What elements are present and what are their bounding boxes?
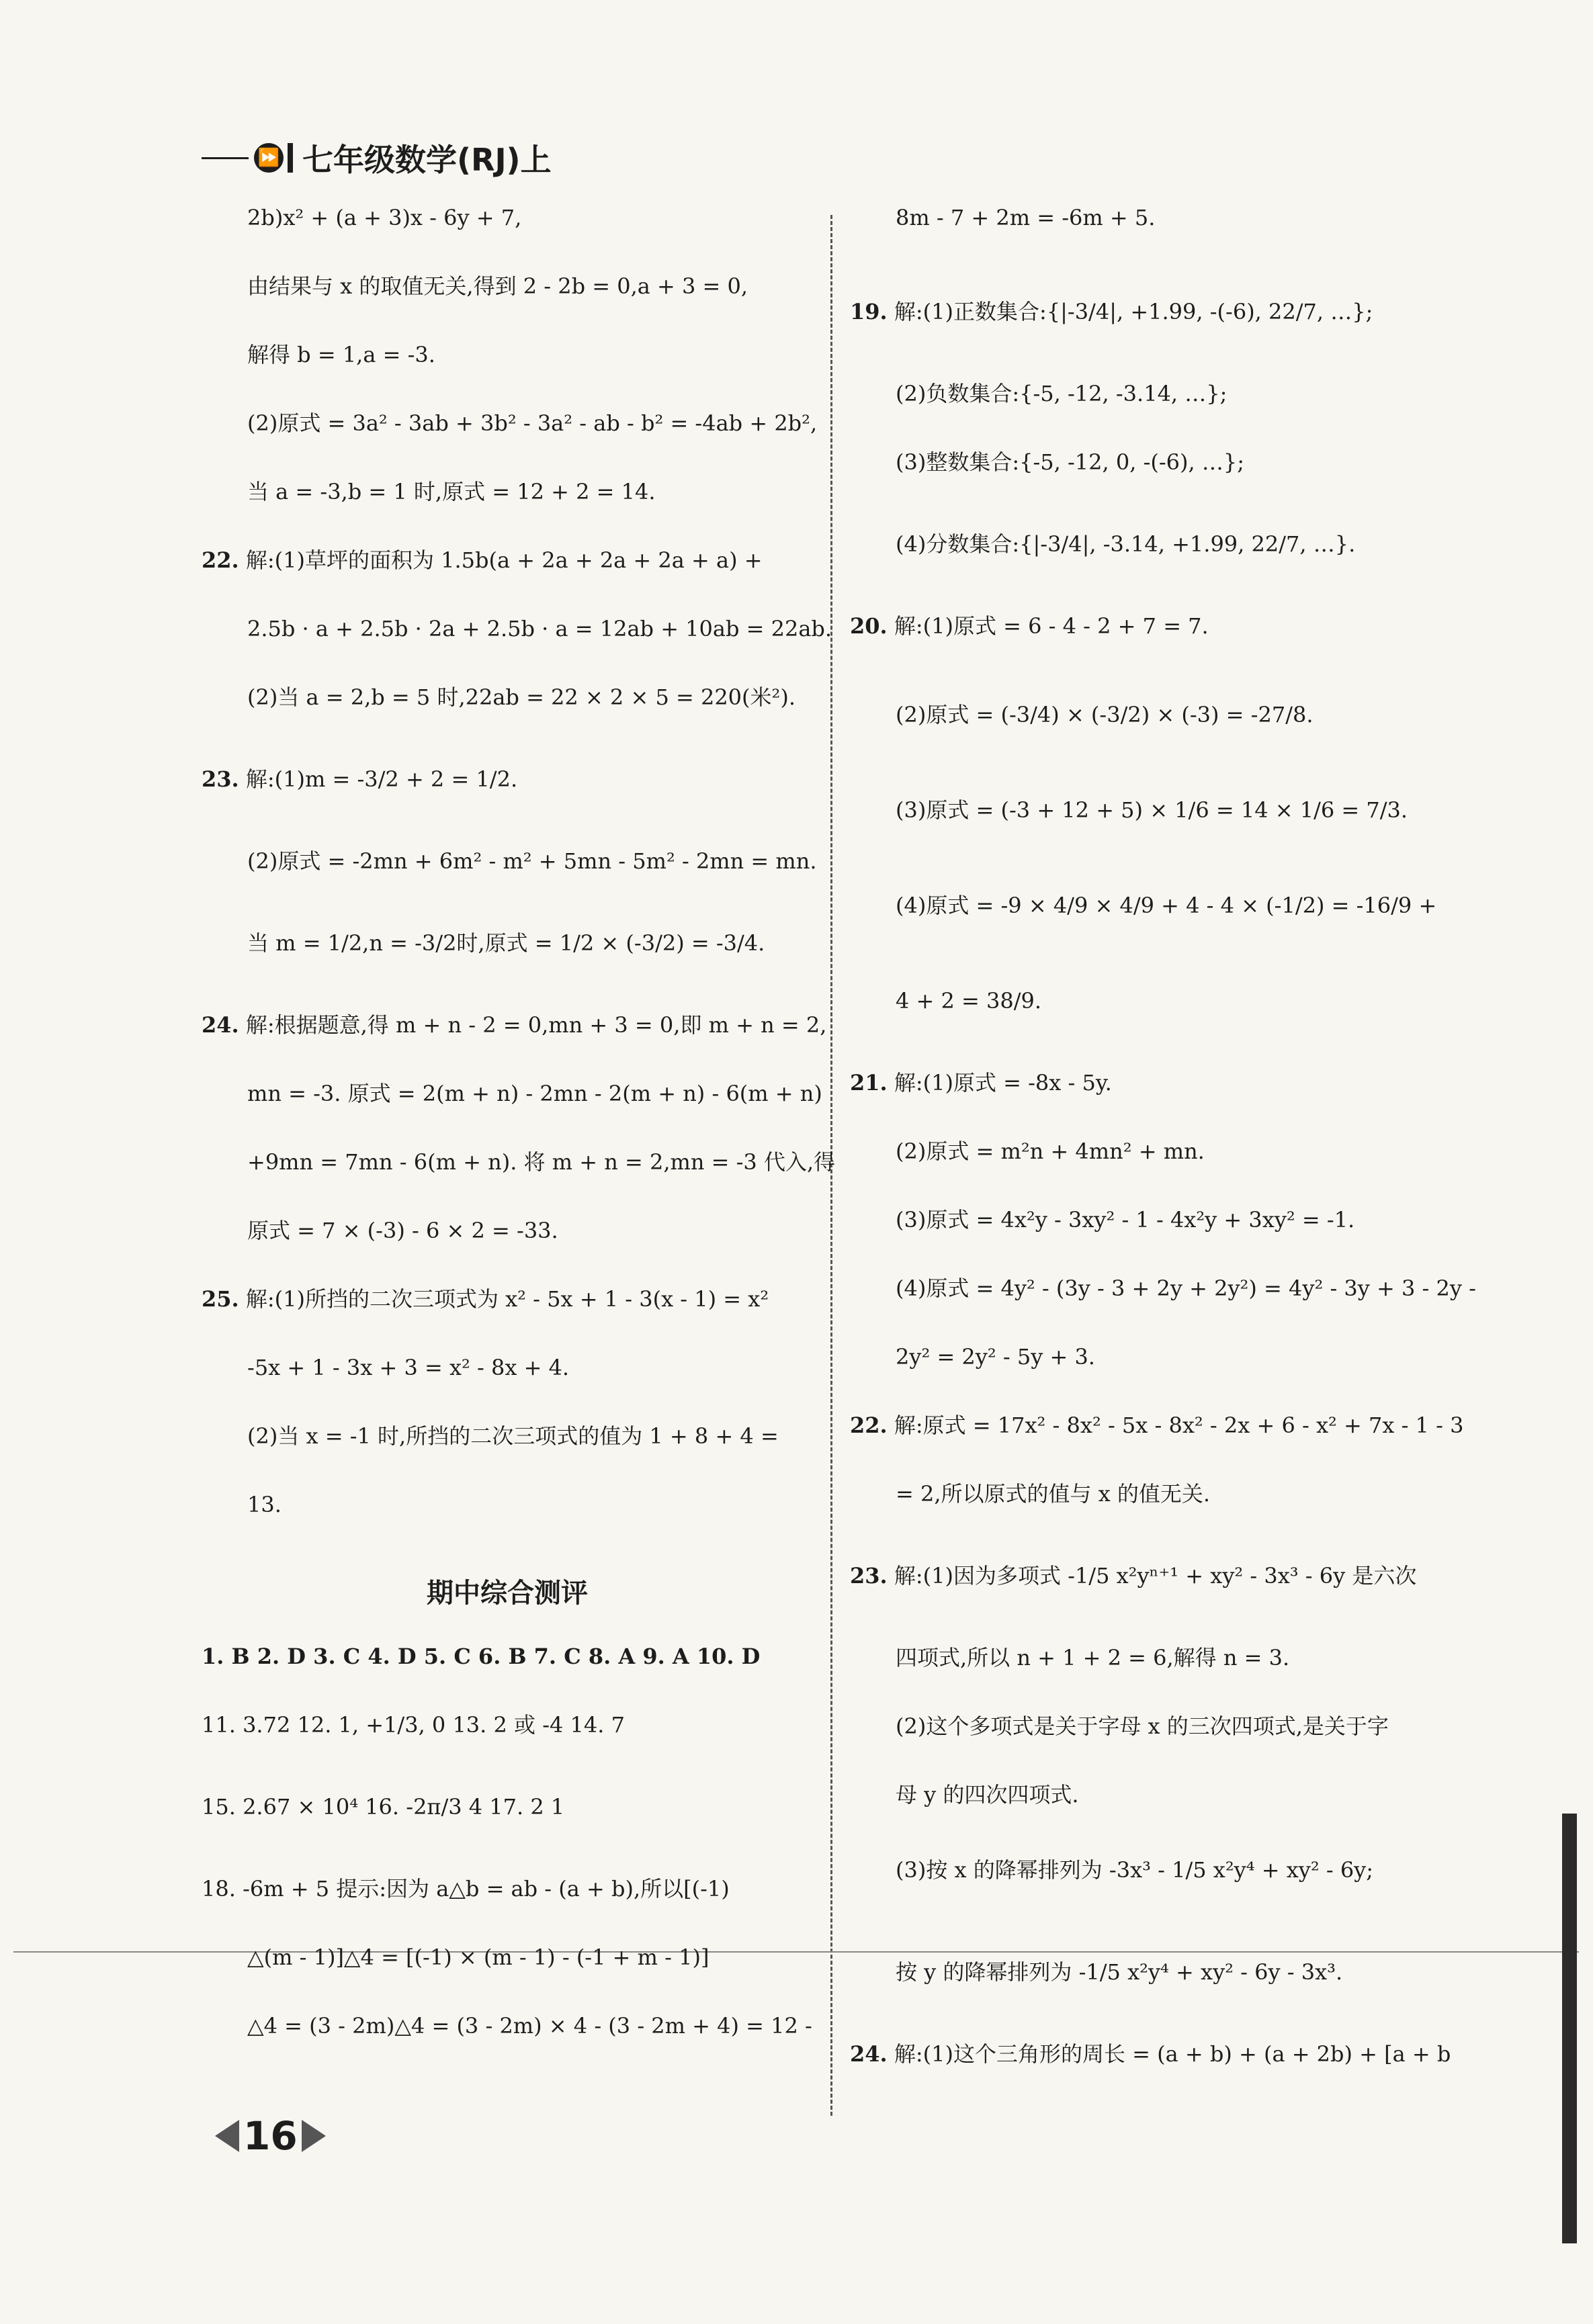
answer-text: 解得 b = 1,a = -3. bbox=[247, 342, 435, 367]
answer-text: (2)当 a = 2,b = 5 时,22ab = 22 × 2 × 5 = 220(米²). bbox=[247, 684, 796, 710]
answer-text: 解:(1)这个三角形的周长 = (a + b) + (a + 2b) + [a + b bbox=[887, 2041, 1451, 2067]
answer-text: 1. B 2. D 3. C 4. D 5. C 6. B 7. C 8. A 9. A 10. D bbox=[202, 1644, 761, 1669]
answer-text: (3)整数集合:{-5, -12, 0, -(-6), …}; bbox=[896, 449, 1245, 475]
answer-text: 解:根据题意,得 m + n - 2 = 0,mn + 3 = 0,即 m + n = 2, bbox=[239, 1012, 827, 1038]
answer-line bbox=[202, 476, 656, 508]
answer-line bbox=[202, 927, 765, 959]
answer-text: (2)负数集合:{-5, -12, -3.14, …}; bbox=[896, 381, 1228, 406]
answer-text: (4)原式 = -9 × 4/9 × 4/9 + 4 - 4 × (-1/2) = -16/9 + bbox=[896, 893, 1437, 918]
answer-line bbox=[202, 1146, 835, 1178]
answer-text: 解:(1)因为多项式 -1/5 x²yⁿ⁺¹ + xy² - 3x³ - 6y 是六次 bbox=[887, 1563, 1417, 1589]
answer-line bbox=[850, 528, 1355, 560]
answer-text: (2)原式 = m²n + 4mn² + mn. bbox=[896, 1138, 1205, 1164]
answer-line bbox=[202, 845, 817, 877]
answer-line bbox=[850, 296, 1373, 328]
answer-text: (2)原式 = -2mn + 6m² - m² + 5mn - 5m² - 2mn = mn. bbox=[247, 848, 817, 874]
answer-line bbox=[850, 699, 1314, 731]
answer-line bbox=[202, 2010, 812, 2042]
question-number: 21. bbox=[850, 1070, 888, 1096]
answer-line bbox=[202, 613, 832, 645]
answer-text: (2)原式 = (-3/4) × (-3/2) × (-3) = -27/8. bbox=[896, 702, 1314, 727]
answer-line bbox=[850, 202, 1155, 234]
answer-text: 当 a = -3,b = 1 时,原式 = 12 + 2 = 14. bbox=[247, 479, 656, 504]
header-bar bbox=[288, 143, 293, 173]
answer-line bbox=[202, 1873, 730, 1905]
header-rule bbox=[202, 157, 249, 159]
answer-text: 13. bbox=[247, 1492, 282, 1517]
fast-forward-icon: ⏩ bbox=[254, 143, 284, 173]
answer-text: (2)这个多项式是关于字母 x 的三次四项式,是关于字 bbox=[896, 1713, 1389, 1739]
answer-text: 15. 2.67 × 10⁴ 16. -2π/3 4 17. 2 1 bbox=[202, 1794, 565, 1820]
answer-text: +9mn = 7mn - 6(m + n). 将 m + n = 2,mn = -3 代入,得 bbox=[247, 1149, 836, 1175]
answer-line bbox=[202, 202, 521, 234]
answer-line bbox=[850, 1067, 1112, 1099]
answer-line bbox=[202, 270, 748, 302]
question-number: 22. bbox=[202, 547, 239, 573]
book-title: 七年级数学(RJ)上 bbox=[302, 142, 552, 178]
answer-line bbox=[850, 889, 1436, 922]
answer-text: 当 m = 1/2,n = -3/2时,原式 = 1/2 × (-3/2) = -3/4. bbox=[247, 930, 765, 956]
answer-line bbox=[850, 1710, 1389, 1742]
answer-line bbox=[850, 1135, 1205, 1167]
answer-text: (2)当 x = -1 时,所挡的二次三项式的值为 1 + 8 + 4 = bbox=[247, 1423, 779, 1449]
answer-text: 18. -6m + 5 提示:因为 a△b = ab - (a + b),所以[(-1) bbox=[202, 1876, 730, 1902]
answer-line bbox=[850, 1272, 1476, 1304]
answer-text: 解:(1)正数集合:{|-3/4|, +1.99, -(-6), 22/7, …}; bbox=[887, 299, 1373, 324]
answer-text: (2)原式 = 3a² - 3ab + 3b² - 3a² - ab - b² = -4ab + 2b², bbox=[247, 410, 818, 436]
question-number: 22. bbox=[850, 1413, 888, 1438]
answer-line bbox=[850, 1854, 1373, 1886]
answer-line bbox=[202, 1640, 760, 1672]
answer-line bbox=[850, 1642, 1289, 1674]
page-header bbox=[202, 138, 552, 178]
question-number: 24. bbox=[202, 1012, 239, 1038]
answer-text: -5x + 1 - 3x + 3 = x² - 8x + 4. bbox=[247, 1355, 570, 1380]
answer-line bbox=[202, 339, 435, 371]
answer-text: 8m - 7 + 2m = -6m + 5. bbox=[896, 205, 1156, 230]
page-edge-shadow bbox=[1562, 1814, 1577, 2243]
page-number-block bbox=[215, 2112, 326, 2159]
answer-text: (4)分数集合:{|-3/4|, -3.14, +1.99, 22/7, …}. bbox=[896, 531, 1356, 557]
answer-line bbox=[202, 1214, 558, 1247]
answer-text: 2.5b · a + 2.5b · 2a + 2.5b · a = 12ab + 10ab = 22ab. bbox=[247, 616, 832, 641]
answer-line bbox=[850, 2038, 1451, 2070]
question-number: 23. bbox=[202, 766, 239, 792]
answer-text: 由结果与 x 的取值无关,得到 2 - 2b = 0,a + 3 = 0, bbox=[247, 273, 748, 299]
answer-line bbox=[850, 1560, 1416, 1592]
answer-text: mn = -3. 原式 = 2(m + n) - 2mn - 2(m + n) - 6(m + n) bbox=[247, 1081, 822, 1106]
answer-line bbox=[202, 1709, 625, 1741]
answer-text: △4 = (3 - 2m)△4 = (3 - 2m) × 4 - (3 - 2m + 4) = 12 - bbox=[247, 2013, 812, 2039]
answer-text: 原式 = 7 × (-3) - 6 × 2 = -33. bbox=[247, 1218, 558, 1243]
answer-line bbox=[202, 681, 795, 713]
question-number: 25. bbox=[202, 1286, 239, 1312]
answer-text: 按 y 的降幂排列为 -1/5 x²y⁴ + xy² - 6y - 3x³. bbox=[896, 1959, 1343, 1985]
answer-text: 4 + 2 = 38/9. bbox=[896, 988, 1042, 1014]
answer-text: 解:(1)草坪的面积为 1.5b(a + 2a + 2a + 2a + a) + bbox=[239, 547, 763, 573]
question-number: 24. bbox=[850, 2041, 888, 2067]
right-arrow-icon bbox=[302, 2120, 326, 2152]
question-number: 19. bbox=[850, 299, 888, 324]
section-title: 期中综合测评 bbox=[427, 1578, 588, 1609]
answer-text: 2b)x² + (a + 3)x - 6y + 7, bbox=[247, 205, 522, 230]
answer-line bbox=[202, 407, 817, 439]
answer-text: 解:(1)所挡的二次三项式为 x² - 5x + 1 - 3(x - 1) = x² bbox=[239, 1286, 769, 1312]
answer-line bbox=[850, 1779, 1079, 1811]
answer-line bbox=[202, 1077, 822, 1110]
answer-line bbox=[202, 1941, 709, 1973]
answer-text: △(m - 1)]△4 = [(-1) × (m - 1) - (-1 + m - 1)] bbox=[247, 1945, 709, 1970]
answer-text: 四项式,所以 n + 1 + 2 = 6,解得 n = 3. bbox=[896, 1645, 1290, 1670]
answer-text: 2y² = 2y² - 5y + 3. bbox=[896, 1344, 1095, 1370]
answer-text: = 2,所以原式的值与 x 的值无关. bbox=[896, 1481, 1211, 1507]
answer-line bbox=[202, 1009, 826, 1041]
answer-line bbox=[202, 1351, 569, 1384]
answer-line bbox=[202, 1488, 282, 1521]
answer-line bbox=[850, 377, 1227, 410]
question-number: 23. bbox=[850, 1563, 888, 1589]
answer-text: (4)原式 = 4y² - (3y - 3 + 2y + 2y²) = 4y² - 3y + 3 - 2y - bbox=[896, 1276, 1476, 1301]
answer-line bbox=[202, 763, 517, 795]
answer-line bbox=[850, 1204, 1354, 1236]
left-arrow-icon bbox=[215, 2120, 239, 2152]
answer-text: (3)原式 = 4x²y - 3xy² - 1 - 4x²y + 3xy² = -1. bbox=[896, 1207, 1355, 1233]
answer-line bbox=[202, 1791, 564, 1823]
answer-line bbox=[850, 1478, 1210, 1510]
answer-text: (3)按 x 的降幂排列为 -3x³ - 1/5 x²y⁴ + xy² - 6y; bbox=[896, 1857, 1374, 1883]
answer-text: 解:(1)原式 = -8x - 5y. bbox=[887, 1070, 1112, 1096]
answer-text: 11. 3.72 12. 1, +1/3, 0 13. 2 或 -4 14. 7 bbox=[202, 1712, 625, 1738]
answer-line bbox=[202, 1420, 779, 1452]
answer-line bbox=[850, 1409, 1463, 1441]
answer-text: 母 y 的四次四项式. bbox=[896, 1782, 1079, 1807]
answer-text: 解:(1)原式 = 6 - 4 - 2 + 7 = 7. bbox=[887, 613, 1209, 639]
answer-text: (3)原式 = (-3 + 12 + 5) × 1/6 = 14 × 1/6 = 7/3. bbox=[896, 797, 1408, 823]
page-number: 16 bbox=[243, 2113, 298, 2159]
answer-line bbox=[850, 610, 1209, 642]
answer-line bbox=[850, 985, 1041, 1017]
answer-line bbox=[850, 446, 1244, 478]
question-number: 20. bbox=[850, 613, 888, 639]
answer-text: 解:原式 = 17x² - 8x² - 5x - 8x² - 2x + 6 - x² + 7x - 1 - 3 bbox=[887, 1413, 1464, 1438]
answer-line bbox=[850, 1956, 1342, 1988]
answer-line bbox=[850, 794, 1408, 826]
answer-text: 解:(1)m = -3/2 + 2 = 1/2. bbox=[239, 766, 518, 792]
answer-line bbox=[202, 1283, 769, 1315]
answer-line bbox=[850, 1341, 1095, 1373]
answer-line bbox=[202, 544, 763, 576]
